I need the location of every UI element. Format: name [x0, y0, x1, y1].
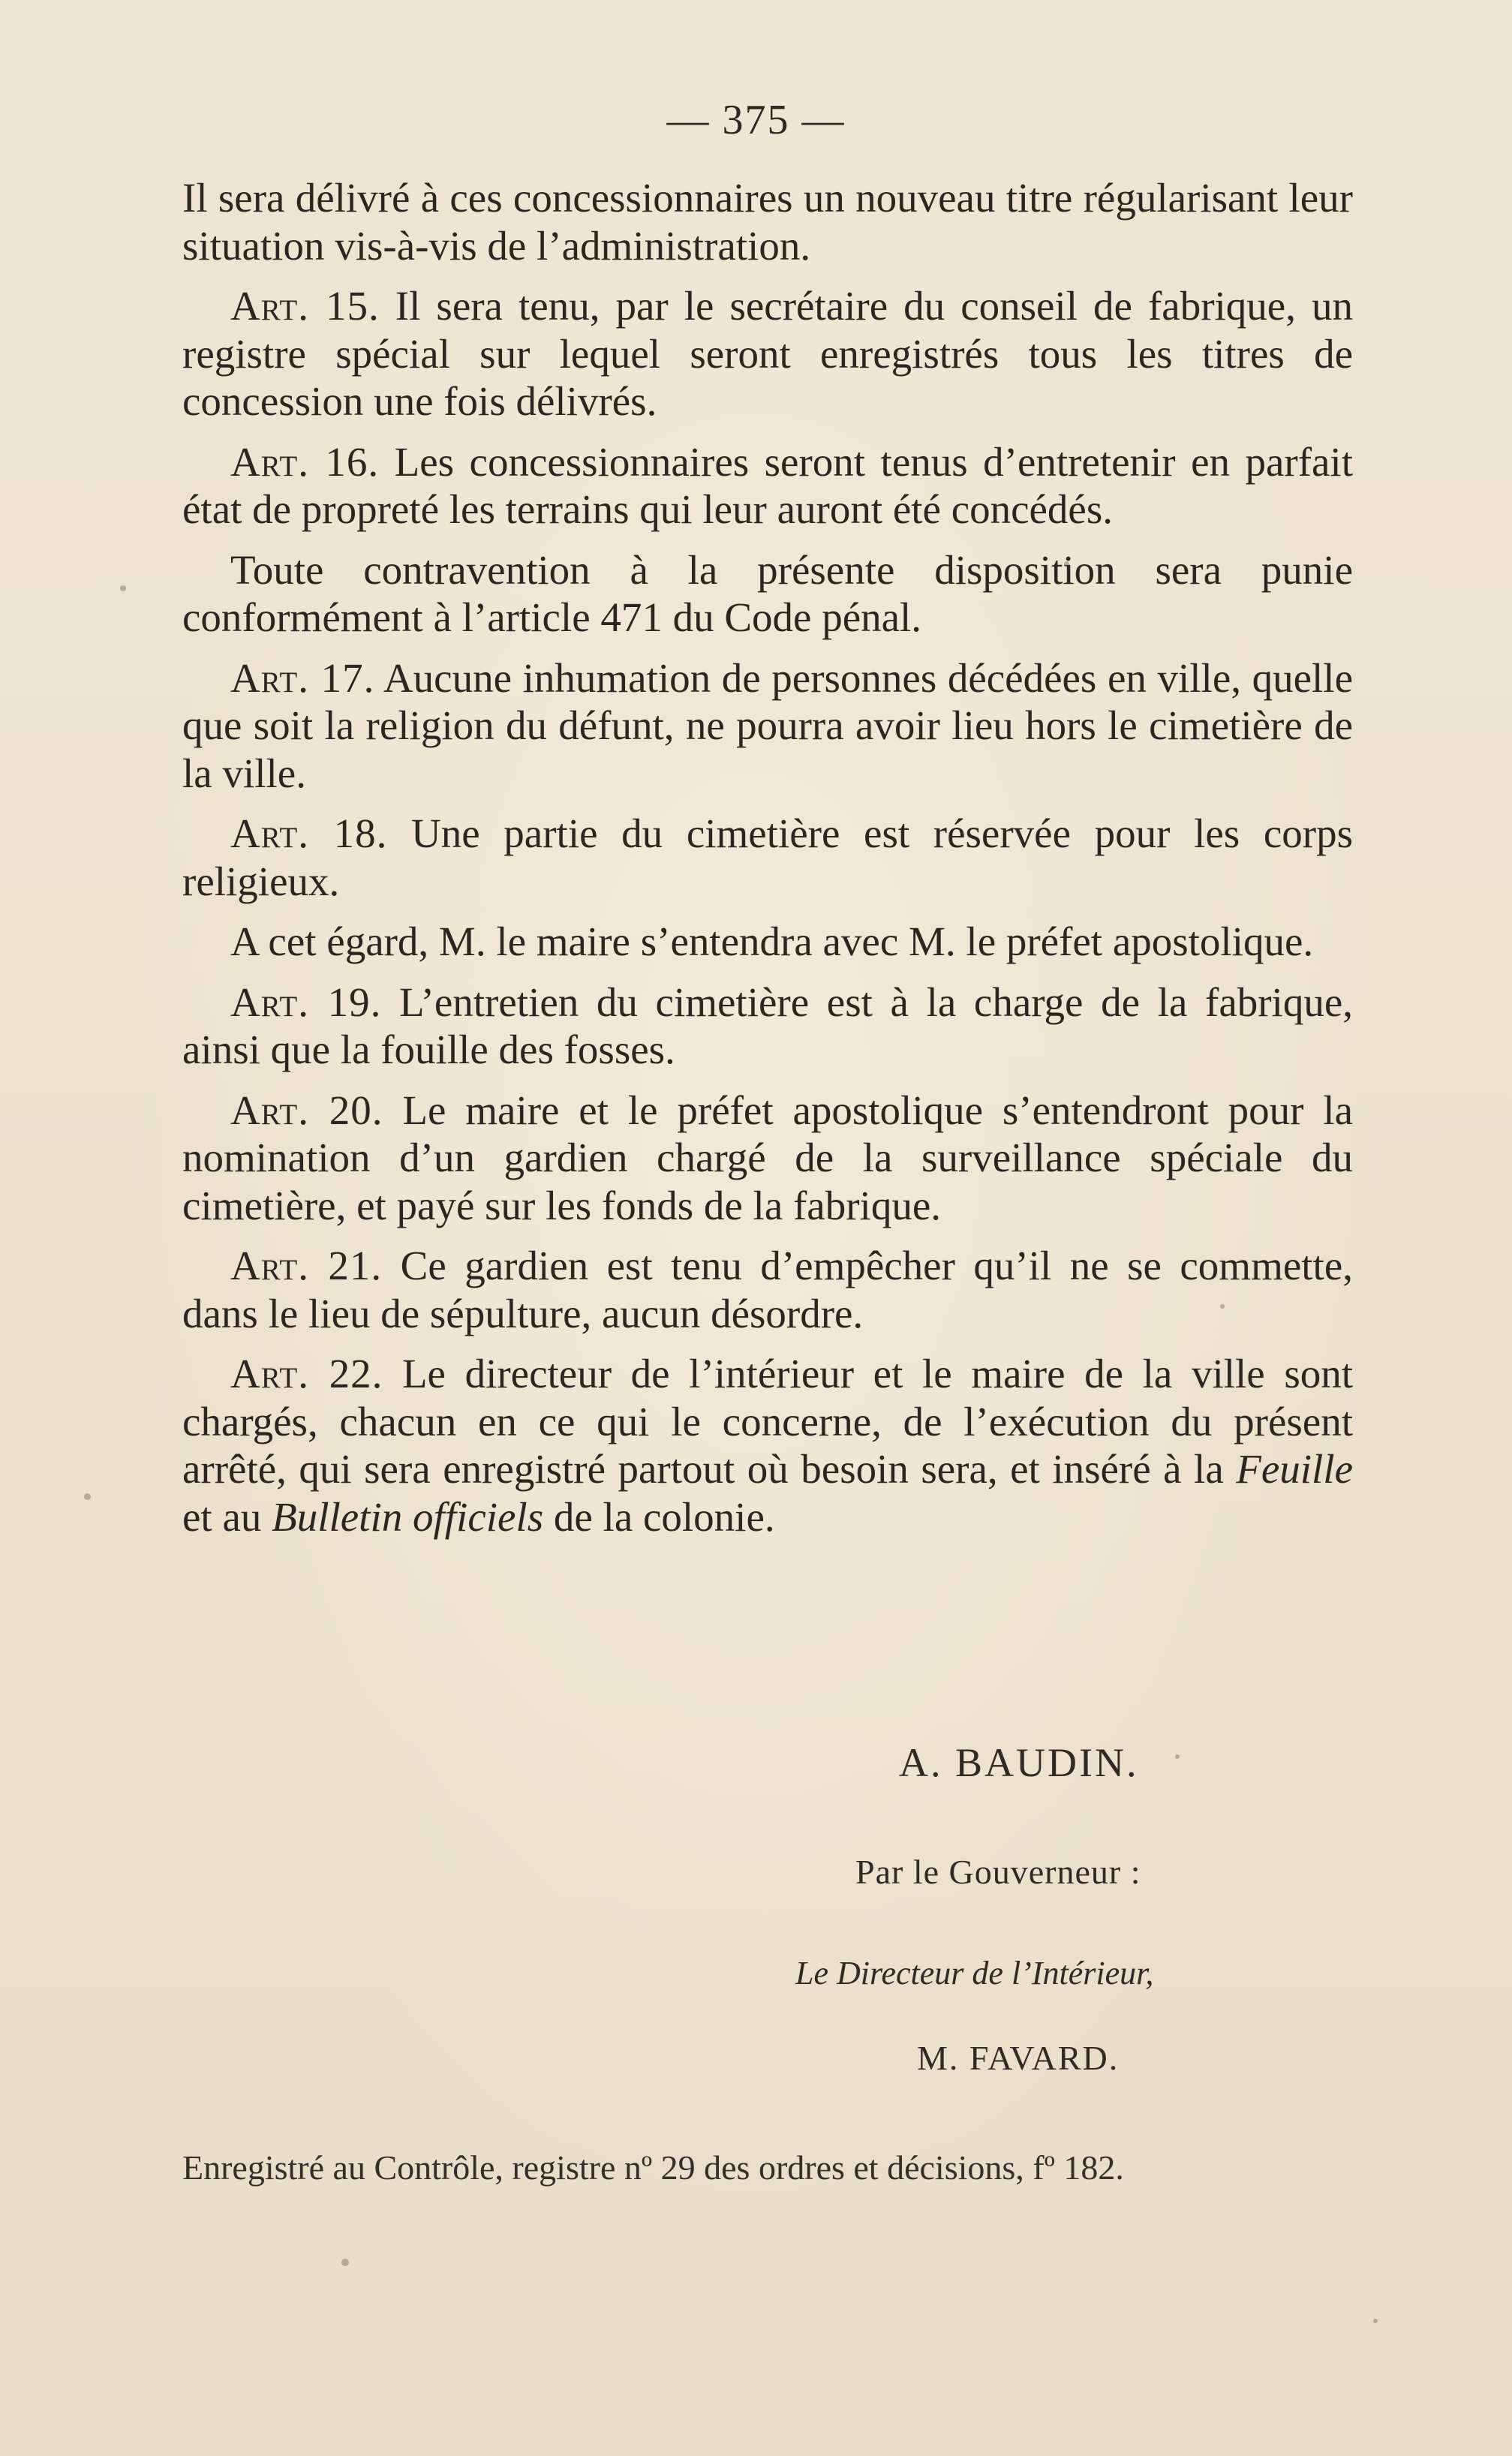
- article-text-mid: et au: [182, 1493, 272, 1540]
- article-text: Le maire et le préfet apostolique s’entendront pour la nomination d’un gardien chargé de la surveillance spéciale du cimetière, et payé sur les fonds de la fabrique.: [182, 1087, 1353, 1228]
- paper-speck: [120, 585, 126, 591]
- article-15: [182, 282, 1353, 425]
- article-18: [182, 810, 1353, 905]
- paper-speck: [1220, 1304, 1225, 1309]
- paper-speck: [341, 2259, 349, 2266]
- article-text: Il sera tenu, par le secrétaire du conseil de fabrique, un registre spécial sur lequel seront enregistrés tous les titres de concession une fois délivrés.: [182, 283, 1353, 424]
- registration-footnote: Enregistré au Contrôle, registre nº 29 des ordres et décisions, fº 182.: [182, 2148, 1124, 2187]
- article-text: Une partie du cimetière est réservée pour les corps religieux.: [182, 810, 1353, 904]
- article-21: [182, 1242, 1353, 1337]
- signature-favard: M. FAVARD.: [917, 2039, 1120, 2077]
- article-22: [182, 1350, 1353, 1541]
- signature-directeur: Le Directeur de l’Intérieur,: [795, 1955, 1154, 1992]
- article-text: Aucune inhumation de personnes décédées en ville, quelle que soit la religion du défunt, ne pourra avoir lieu hors le cimetière de la ville.: [182, 654, 1353, 796]
- paragraph-text: Il sera délivré à ces concessionnaires un nouveau titre régularisant leur situation vis-à-vis de l’administration.: [182, 175, 1353, 269]
- article-label: Art. 18.: [230, 810, 388, 856]
- article-label: Art. 22.: [230, 1351, 383, 1396]
- paper-speck: [84, 1493, 91, 1500]
- article-text: Le directeur de l’intérieur et le maire de la ville sont chargés, chacun en ce qui le concerne, de l’exécution du présent arrêté, qui sera enregistré partout où besoin sera, et inséré à la: [182, 1351, 1353, 1492]
- article-17: [182, 654, 1353, 798]
- italic-feuille: Feuille: [1236, 1446, 1353, 1492]
- article-20: [182, 1087, 1353, 1230]
- article-label: Art. 21.: [230, 1243, 383, 1288]
- paper-speck: [1175, 1754, 1180, 1759]
- article-label: Art. 17.: [230, 654, 375, 701]
- italic-bulletin: Bulletin officiels: [272, 1493, 544, 1540]
- article-text-end: de la colonie.: [543, 1493, 775, 1540]
- paragraph-text: Toute contravention à la présente disposition sera punie conformément à l’article 471 du Code pénal.: [182, 546, 1353, 640]
- page-number: — 375 —: [666, 97, 846, 143]
- article-text: L’entretien du cimetière est à la charge de la fabrique, ainsi que la fouille des fosses.: [182, 978, 1353, 1072]
- paper-speck: [1373, 2319, 1378, 2323]
- paragraph: [182, 918, 1353, 966]
- article-label: Art. 19.: [230, 978, 382, 1025]
- article-label: Art. 20.: [230, 1087, 383, 1133]
- signature-name: A. BAUDIN.: [899, 1740, 1139, 1785]
- article-label: Art. 15.: [230, 283, 380, 329]
- article-text: Ce gardien est tenu d’empêcher qu’il ne se commette, dans le lieu de sépulture, aucun désordre.: [182, 1243, 1353, 1336]
- paper-speck: [1064, 561, 1069, 567]
- article-19: [182, 978, 1353, 1074]
- paragraph: [182, 546, 1353, 642]
- paragraph-text: A cet égard, M. le maire s’entendra avec M. le préfet apostolique.: [230, 918, 1314, 964]
- article-label: Art. 16.: [230, 438, 380, 485]
- article-16: [182, 438, 1353, 534]
- article-text: Les concessionnaires seront tenus d’entretenir en parfait état de propreté les terrains qui leur auront été concédés.: [182, 438, 1353, 532]
- paragraph: [182, 174, 1353, 269]
- signature-par-le-gouverneur: Par le Gouverneur :: [855, 1853, 1141, 1891]
- body-text: [182, 174, 1353, 1553]
